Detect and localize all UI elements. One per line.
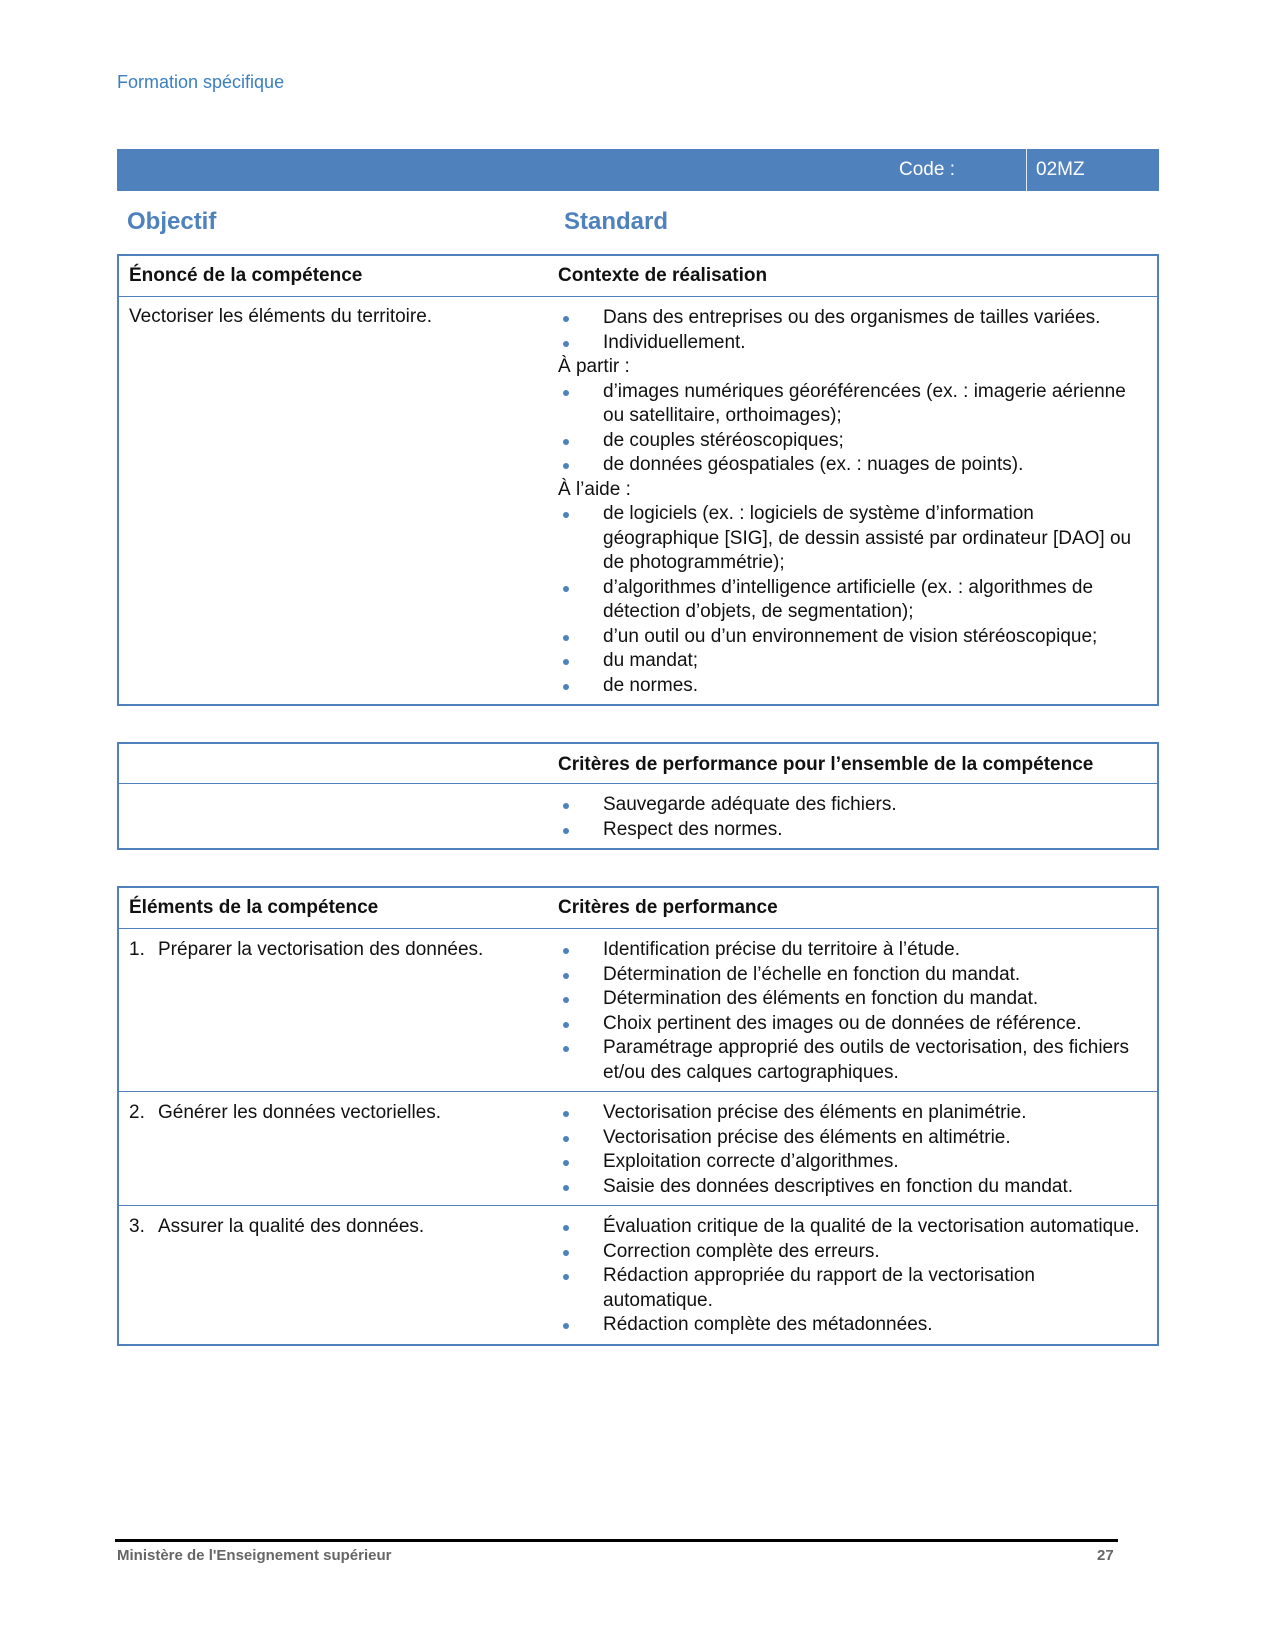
element-number: 2.: [129, 1102, 145, 1123]
empty-cell: [119, 784, 548, 848]
list-item: Identification précise du territoire à l’étude.: [558, 938, 1149, 963]
footer-ministry: Ministère de l'Enseignement supérieur: [117, 1547, 392, 1564]
code-value: 02MZ: [1036, 159, 1085, 180]
list-item: Rédaction complète des métadonnées.: [558, 1313, 1149, 1338]
list-item: Exploitation correcte d’algorithmes.: [558, 1150, 1149, 1175]
element-cell: [119, 929, 548, 1091]
list-item: Respect des normes.: [558, 818, 1149, 843]
list-item: Paramétrage approprié des outils de vectorisation, des fichiers et/ou des calques cartographiques.: [558, 1036, 1149, 1085]
list-item: Saisie des données descriptives en fonction du mandat.: [558, 1175, 1149, 1200]
running-header: Formation spécifique: [117, 72, 285, 92]
element-number: 1.: [129, 939, 145, 960]
empty-cell: [119, 744, 548, 783]
list-item: de couples stéréoscopiques;: [558, 429, 1149, 454]
criteria-list: [558, 1101, 1149, 1199]
elements-table: [117, 886, 1159, 1346]
criteria-list: [558, 1215, 1149, 1338]
global-criteria-list: [548, 784, 1157, 848]
table-row: [119, 1205, 1157, 1344]
global-criteria-table: [117, 742, 1159, 850]
statement-header: Énoncé de la compétence: [129, 265, 363, 286]
table-row: [119, 296, 1157, 704]
list-item: Vectorisation précise des éléments en planimétrie.: [558, 1101, 1149, 1126]
element-cell: [119, 1092, 548, 1205]
element-number: 3.: [129, 1216, 145, 1237]
bullet-list: [558, 502, 1149, 698]
list-item: Sauvegarde adéquate des fichiers.: [558, 793, 1149, 818]
list-item: de données géospatiales (ex. : nuages de points).: [558, 453, 1149, 478]
bullet-list: [558, 380, 1149, 478]
competence-table: [117, 254, 1159, 706]
bullet-list: [558, 306, 1149, 355]
list-item: Individuellement.: [558, 331, 1149, 356]
table-row: [119, 1091, 1157, 1205]
list-item: Rédaction appropriée du rapport de la vectorisation automatique.: [558, 1264, 1149, 1313]
code-band: [117, 149, 1159, 191]
table-header-row: [119, 744, 1157, 783]
context-subheading: À partir :: [558, 356, 630, 377]
list-item: Détermination de l’échelle en fonction du mandat.: [558, 963, 1149, 988]
list-item: de logiciels (ex. : logiciels de système d’information géographique [SIG], de dessin assisté par ordinateur [DAO] ou de photogrammétrie);: [558, 502, 1149, 576]
criteria-list: [558, 938, 1149, 1085]
criteria-cell: [548, 929, 1157, 1091]
criteria-cell: [548, 1092, 1157, 1205]
list-item: Choix pertinent des images ou de données de référence.: [558, 1012, 1149, 1037]
global-criteria-header: Critères de performance pour l’ensemble de la compétence: [558, 754, 1094, 775]
statement-text: Vectoriser les éléments du territoire.: [129, 306, 433, 327]
list-item: Dans des entreprises ou des organismes de tailles variées.: [558, 306, 1149, 331]
context-subheading: À l’aide :: [558, 478, 631, 500]
element-item: [129, 1215, 538, 1240]
element-item: [129, 1101, 538, 1126]
list-item: d’un outil ou d’un environnement de vision stéréoscopique;: [558, 625, 1149, 650]
list-item: Correction complète des erreurs.: [558, 1240, 1149, 1265]
code-separator: [1026, 149, 1027, 191]
standard-heading: Standard: [564, 208, 669, 235]
element-text: Assurer la qualité des données.: [158, 1216, 425, 1237]
context-list: [548, 297, 1157, 704]
objectif-heading: Objectif: [127, 208, 217, 235]
page-number: 27: [1097, 1547, 1114, 1564]
elements-header: Éléments de la compétence: [129, 897, 379, 918]
list-item: Évaluation critique de la qualité de la vectorisation automatique.: [558, 1215, 1149, 1240]
criteria-cell: [548, 1206, 1157, 1344]
list-item: Vectorisation précise des éléments en altimétrie.: [558, 1126, 1149, 1151]
list-item: du mandat;: [558, 649, 1149, 674]
element-cell: [119, 1206, 548, 1344]
table-row: [119, 928, 1157, 1091]
element-text: Préparer la vectorisation des données.: [158, 939, 484, 960]
element-item: [129, 938, 538, 963]
criteria-header: Critères de performance: [558, 897, 778, 918]
footer-rule: [115, 1539, 1118, 1542]
context-header: Contexte de réalisation: [558, 265, 768, 286]
code-label: Code :: [899, 159, 955, 180]
element-text: Générer les données vectorielles.: [158, 1102, 442, 1123]
table-header-row: [119, 256, 1157, 296]
table-row: [119, 783, 1157, 848]
list-item: d’algorithmes d’intelligence artificielle (ex. : algorithmes de détection d’objets, de segmentation);: [558, 576, 1149, 625]
list-item: d’images numériques géoréférencées (ex. : imagerie aérienne ou satellitaire, orthoimages);: [558, 380, 1149, 429]
list-item: Détermination des éléments en fonction du mandat.: [558, 987, 1149, 1012]
list-item: de normes.: [558, 674, 1149, 699]
table-header-row: [119, 888, 1157, 928]
